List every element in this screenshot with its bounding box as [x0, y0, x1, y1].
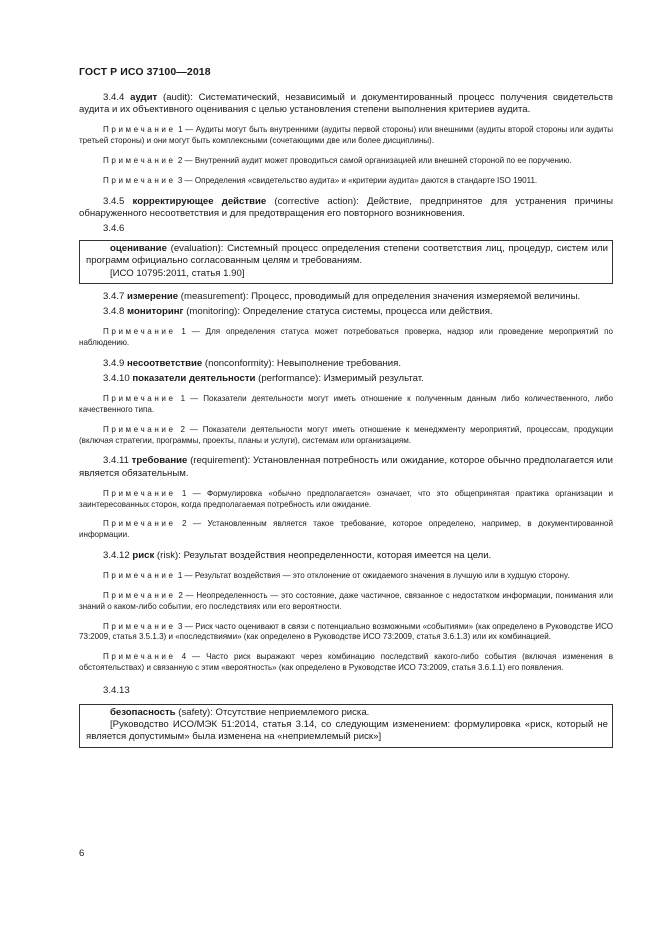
note: Примечание 3 — Определения «свидетельство аудита» и «критерии аудита» даются в стандарте ISO 19011. [103, 175, 538, 185]
term-name: аудит [130, 92, 158, 103]
term-3-4-13-box: безопасность (safety): Отсутствие неприемлемого риска. [Руководство ИСО/МЭК 51:2014, статья 3.14, со следующим изменением: формулировка «риск, который не является допустимым» была изменена на «неприемлемый риск»] [79, 704, 613, 748]
term-name: корректирующее действие [132, 195, 267, 207]
note: Примечание 2 — Показатели деятельности могут иметь отношение к менеджменту мероприятий, процессам, продукции (включая стратегии, программы, проекты, планы и услуги), системам или организациям. [79, 424, 613, 445]
note: Примечание 2 — Неопределенность — это состояние, даже частичное, связанное с недостатком информации, понимания или знаний о каком-либо событии, его последствиях или его вероятности. [79, 591, 613, 611]
note: Примечание 3 — Риск часто оценивают в связи с потенциально возможными «событиями» (как определено в Руководстве ИСО 73:2009, статья 3.5.1.3) и «последствиями» (как определено в Руководстве ИСО 73:2009, статья 3.6.1.3) или их комбинацией. [79, 621, 613, 642]
term-name: несоответствие [127, 357, 203, 369]
page-header: ГОСТ Р ИСО 37100—2018 [79, 66, 211, 78]
term-3-4-9: 3.4.9 несоответствие (nonconformity): Невыполнение требования. [103, 357, 402, 369]
term-3-4-10: 3.4.10 показатели деятельности (performance): Измеримый результат. [103, 373, 424, 385]
term-3-4-6-box: оценивание (evaluation): Системный процесс определения степени соответствия лиц, процедур, систем или программ официально согласованным целям и требованиям. [ИСО 10795:2011, статья 1.90] [79, 240, 613, 284]
note: Примечание 4 — Часто риск выражают через комбинацию последствий какого-либо события (включая изменения в обстоятельствах) и связанную с этим «вероятность» (как определено в Руководстве ИСО 73:2009, статья 3.6.1.1) его появления. [79, 652, 613, 672]
term-name: мониторинг [127, 306, 184, 318]
note: Примечание 1 — Для определения статуса может потребоваться проверка, надзор или проведение мероприятий по наблюдению. [79, 327, 613, 348]
note: Примечание 2 — Установленным является такое требование, которое определено, например, в документированной информации. [79, 519, 613, 540]
term-number: 3.4.13 [103, 684, 130, 696]
term-3-4-8: 3.4.8 мониторинг (monitoring): Определение статуса системы, процесса или действия. [103, 306, 493, 318]
term-name: риск [132, 550, 155, 561]
note: Примечание 1 — Показатели деятельности могут иметь отношение к полученным данным либо количественного, либо качественного типа. [79, 394, 613, 415]
note: Примечание 2 — Внутренний аудит может проводиться самой организацией или внешней стороной по ее поручению. [103, 156, 572, 165]
page-number: 6 [79, 848, 85, 859]
term-3-4-7: 3.4.7 измерение (measurement): Процесс, проводимый для определения значения измеряемой величины. [103, 290, 581, 302]
source-reference: [ИСО 10795:2011, статья 1.90] [110, 267, 245, 279]
term-3-4-11: 3.4.11 требование (requirement): Установленная потребность или ожидание, которое обычно предполагается или является обязательным. [79, 455, 613, 479]
note: Примечание 1 — Аудиты могут быть внутренними (аудиты первой стороны) или внешними (аудиты второй стороны или аудиты третьей стороны) и они могут быть комплексными (сочетающими две или более дисциплины). [79, 125, 613, 146]
term-3-4-4: 3.4.4 аудит (audit): Систематический, независимый и документированный процесс получения свидетельств аудита и их объективного оценивания с целью установления степени выполнения критериев аудита. [79, 92, 614, 116]
note: Примечание 1 — Результат воздействия — это отклонение от ожидаемого значения в лучшую или в худшую сторону. [103, 571, 570, 581]
term-3-4-5: 3.4.5 корректирующее действие (corrective action): Действие, предпринятое для устранения причины обнаруженного несоответствия и для предотвращения его повторного возникновения. [79, 195, 614, 219]
term-name: показатели деятельности [132, 373, 256, 385]
term-name: измерение [127, 290, 179, 302]
page-content [79, 92, 613, 748]
note: Примечание 1 — Формулировка «обычно предполагается» означает, что это общепринятая практика организации и заинтересованных сторон, когда предполагаемая потребность или ожидание. [79, 488, 613, 509]
term-name: безопасность [110, 706, 176, 718]
term-name: требование [131, 455, 188, 467]
term-3-4-12: 3.4.12 риск (risk): Результат воздействия неопределенности, которая имеется на цели. [103, 550, 492, 561]
term-name: оценивание [110, 243, 167, 255]
term-number: 3.4.6 [103, 223, 125, 234]
source-reference: [Руководство ИСО/МЭК 51:2014, статья 3.14, со следующим изменением: формулировка «риск, который не является допустимым» была изменена на «неприемлемый риск»] [86, 719, 608, 743]
